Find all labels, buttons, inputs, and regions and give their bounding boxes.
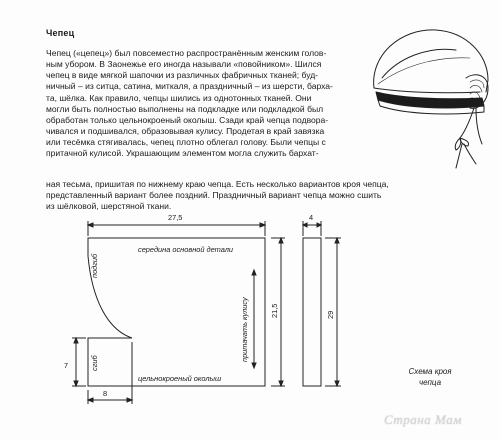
pattern-caption xyxy=(392,366,468,388)
dim-height-label: 21,5 xyxy=(270,303,279,318)
strip-height-label: 29 xyxy=(326,310,335,319)
text-line: Чепец («цепец») был повсеместно распространённым женским голов- xyxy=(46,48,327,58)
text-line: из шёлковой, шерстяной ткани. xyxy=(46,201,172,212)
fold-top-label: подгиб xyxy=(90,253,99,278)
text-line: или тесёмка стягивалась, чепец плотно облегал голову. Были чепцы с xyxy=(46,137,326,148)
fold-bottom-label: сгиб xyxy=(90,355,99,371)
dim-left-label: 7 xyxy=(64,361,69,370)
text-line: ным убором. В Заонежье его иногда называли «повойником». Шился xyxy=(46,59,322,70)
attach-label: притачать кулису xyxy=(240,297,249,362)
text-line: обработан только цельнокроеный околыш. Сзади край чепца подвора- xyxy=(46,114,329,125)
site-watermark: Страна Мам xyxy=(384,412,462,427)
band-label: цельнокроеный околыш xyxy=(138,374,222,383)
text-line: ничный – из ситца, сатина, миткаля, а праздничный – из шерсти, барха- xyxy=(46,81,333,92)
text-line: представленный вариант более поздний. Праздничный вариант чепца можно сшить xyxy=(46,190,382,201)
text-line: чепец в виде мягкой шапочки из различных фабричных тканей; буд- xyxy=(46,70,319,81)
main-piece-outline xyxy=(88,238,265,386)
caption-line: Схема кроя xyxy=(408,367,452,376)
text-line: ная тесьма, пришитая по нижнему краю чепца. Есть несколько вариантов кроя чепца, xyxy=(46,179,389,189)
text-line: притачной кулисой. Украшающим элементом могла служить бархат- xyxy=(46,148,319,159)
dim-width-label: 27,5 xyxy=(168,213,183,222)
center-line-label: середина основной детали xyxy=(138,245,234,254)
strip-piece-outline xyxy=(303,238,321,386)
text-line: чивался и подшивался, образовывая кулису. Продетая в край завязка xyxy=(46,126,325,137)
section-heading: Чепец xyxy=(46,28,75,38)
dim-bottom-label: 8 xyxy=(103,389,108,398)
caption-line: чепца xyxy=(418,378,442,387)
strip-width-label: 4 xyxy=(309,213,314,222)
text-line: могли быть полностью выполнены на подкладке или подкладкой был xyxy=(46,103,324,114)
text-line: та, шёлка. Как правило, чепцы шились из однотонных тканей. Они xyxy=(46,92,312,103)
